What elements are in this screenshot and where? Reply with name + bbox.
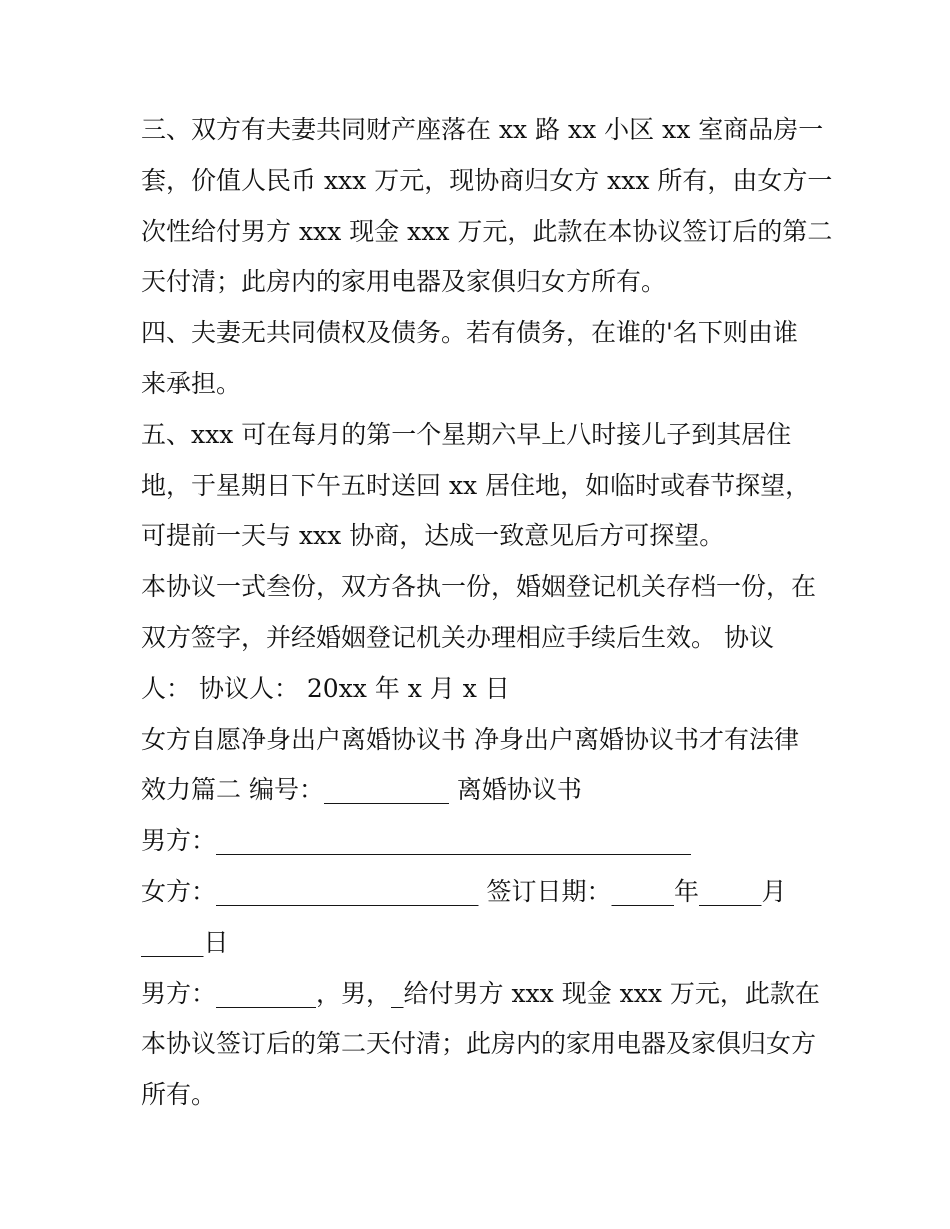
text-line: _____日 <box>141 927 229 957</box>
text-line: 地，于星期日下午五时送回 xx 居住地，如临时或春节探望， <box>141 470 811 500</box>
text-line: 效力篇二 编号：__________ 离婚协议书 <box>141 775 582 805</box>
text-line: 天付清；此房内的家用电器及家俱归女方所有。 <box>141 267 667 297</box>
text-line: 本协议签订后的第二天付清；此房内的家用电器及家俱归女方 <box>141 1029 817 1059</box>
text-line: 所有。 <box>141 1080 217 1110</box>
text-line: 来承担。 <box>141 368 242 398</box>
document-body <box>141 105 833 1121</box>
text-line: 可提前一天与 xxx 协商，达成一致意见后方可探望。 <box>141 521 725 551</box>
text-line: 次性给付男方 xxx 现金 xxx 万元，此款在本协议签订后的第二 <box>141 216 833 246</box>
text-line: 五、xxx 可在每月的第一个星期六早上八时接儿子到其居住 <box>141 419 792 449</box>
text-line: 男方：______________________________________ <box>141 826 692 856</box>
text-line: 本协议一式叁份，双方各执一份，婚姻登记机关存档一份，在 <box>141 572 817 602</box>
text-line: 三、双方有夫妻共同财产座落在 xx 路 xx 小区 xx 室商品房一 <box>141 115 824 144</box>
text-line: 双方签字，并经婚姻登记机关办理相应手续后生效。 协议 <box>141 622 774 652</box>
text-line: 女方自愿净身出户离婚协议书 净身出户离婚协议书才有法律 <box>141 724 799 754</box>
text-line: 套，价值人民币 xxx 万元，现协商归女方 xxx 所有，由女方一 <box>141 165 833 195</box>
text-line: 男方：________，男，_给付男方 xxx 现金 xxx 万元，此款在 <box>141 978 820 1008</box>
text-line: 四、夫妻无共同债权及债务。若有债务，在谁的'名下则由谁 <box>141 318 798 348</box>
text-line: 人： 协议人： 20xx 年 x 月 x 日 <box>141 673 510 703</box>
text-line: 女方：_____________________ 签订日期：_____年_____月 <box>141 876 787 906</box>
